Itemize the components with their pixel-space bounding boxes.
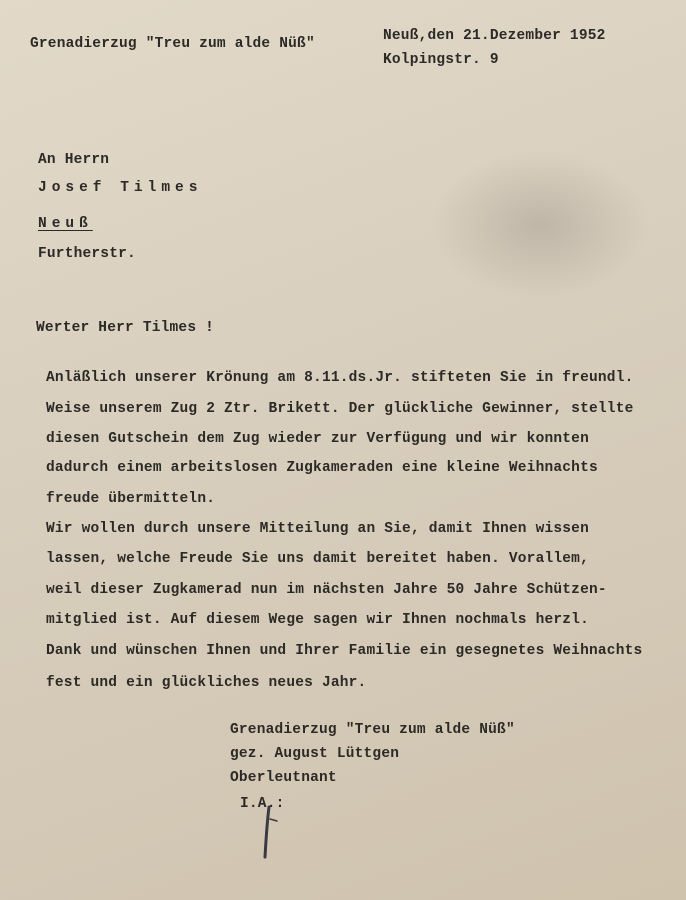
closing-rank: Oberleutnant	[230, 770, 337, 786]
place-date: Neuß,den 21.Dezember 1952	[383, 28, 606, 44]
paper-shadow	[430, 150, 650, 300]
body-line: diesen Gutschein dem Zug wieder zur Verfügung und wir konnten	[46, 431, 589, 447]
body-line: freude übermitteln.	[46, 491, 216, 507]
body-line: Wir wollen durch unsere Mitteilung an Sie, damit Ihnen wissen	[46, 521, 589, 537]
body-line: weil dieser Zugkamerad nun im nächsten Jahre 50 Jahre Schützen-	[46, 582, 607, 598]
body-line: Dank und wünschen Ihnen und Ihrer Familie ein gesegnetes Weihnachts	[46, 643, 643, 659]
closing-signed: gez. August Lüttgen	[230, 746, 400, 762]
body-line: mitglied ist. Auf diesem Wege sagen wir Ihnen nochmals herzl.	[46, 612, 589, 628]
body-line: lassen, welche Freude Sie uns damit bereitet haben. Vorallem,	[46, 551, 589, 567]
recipient-street: Furtherstr.	[38, 246, 136, 262]
signature-mark	[257, 805, 287, 865]
closing-org: Grenadierzug "Treu zum alde Nüß"	[230, 722, 515, 738]
sender-line: Grenadierzug "Treu zum alde Nüß"	[30, 36, 315, 52]
recipient-city: Neuß	[38, 216, 93, 232]
sender-address: Kolpingstr. 9	[383, 52, 499, 68]
body-line: fest und ein glückliches neues Jahr.	[46, 675, 367, 691]
recipient-name: Josef Tilmes	[38, 180, 203, 196]
recipient-salutation: An Herrn	[38, 152, 110, 168]
body-line: Weise unserem Zug 2 Ztr. Brikett. Der glückliche Gewinner, stellte	[46, 401, 634, 417]
closing-ia: I.A.:	[240, 796, 285, 812]
greeting: Werter Herr Tilmes !	[36, 320, 215, 336]
body-line: dadurch einem arbeitslosen Zugkameraden eine kleine Weihnachts	[46, 460, 598, 476]
body-line: Anläßlich unserer Krönung am 8.11.ds.Jr. stifteten Sie in freundl.	[46, 370, 634, 386]
